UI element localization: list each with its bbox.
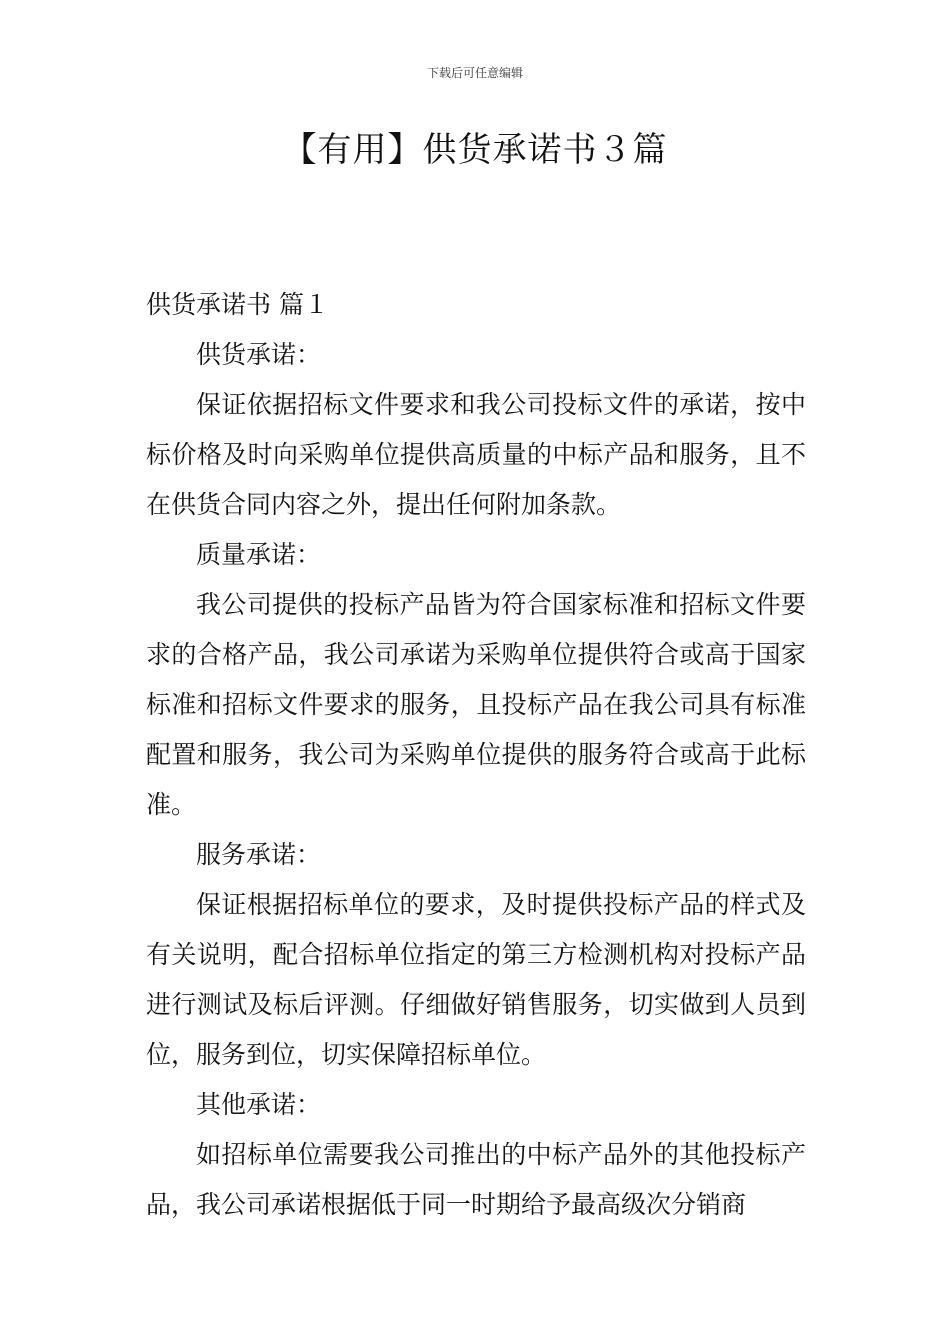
section-heading: 供货承诺书 篇１ (146, 290, 329, 319)
service-commitment-paragraph: 保证根据招标单位的要求，及时提供投标产品的样式及有关说明，配合招标单位指定的第三方检测机构对投标产品进行测试及标后评测。仔细做好销售服务，切实做到人员到位，服务到位，切实保障招标单位。 (146, 890, 806, 1069)
supply-commitment-paragraph: 保证依据招标文件要求和我公司投标文件的承诺，按中标价格及时向采购单位提供高质量的中标产品和服务，且不在供货合同内容之外，提出任何附加条款。 (146, 390, 806, 519)
service-commitment-heading: 服务承诺： (196, 840, 322, 869)
document-body (146, 280, 806, 1230)
supply-commitment-heading: 供货承诺： (196, 340, 322, 369)
document-title: 【有用】供货承诺书３篇 (282, 130, 668, 170)
other-commitment-heading: 其他承诺： (196, 1090, 322, 1119)
header-note: 下载后可任意编辑 (426, 66, 523, 80)
quality-commitment-paragraph: 我公司提供的投标产品皆为符合国家标准和招标文件要求的合格产品，我公司承诺为采购单位提供符合或高于国家标准和招标文件要求的服务，且投标产品在我公司具有标准配置和服务，我公司为采购单位提供的服务符合或高于此标准。 (146, 590, 806, 819)
other-commitment-paragraph: 如招标单位需要我公司推出的中标产品外的其他投标产品，我公司承诺根据低于同一时期给予最高级次分销商 (146, 1140, 806, 1219)
quality-commitment-heading: 质量承诺： (196, 540, 322, 569)
